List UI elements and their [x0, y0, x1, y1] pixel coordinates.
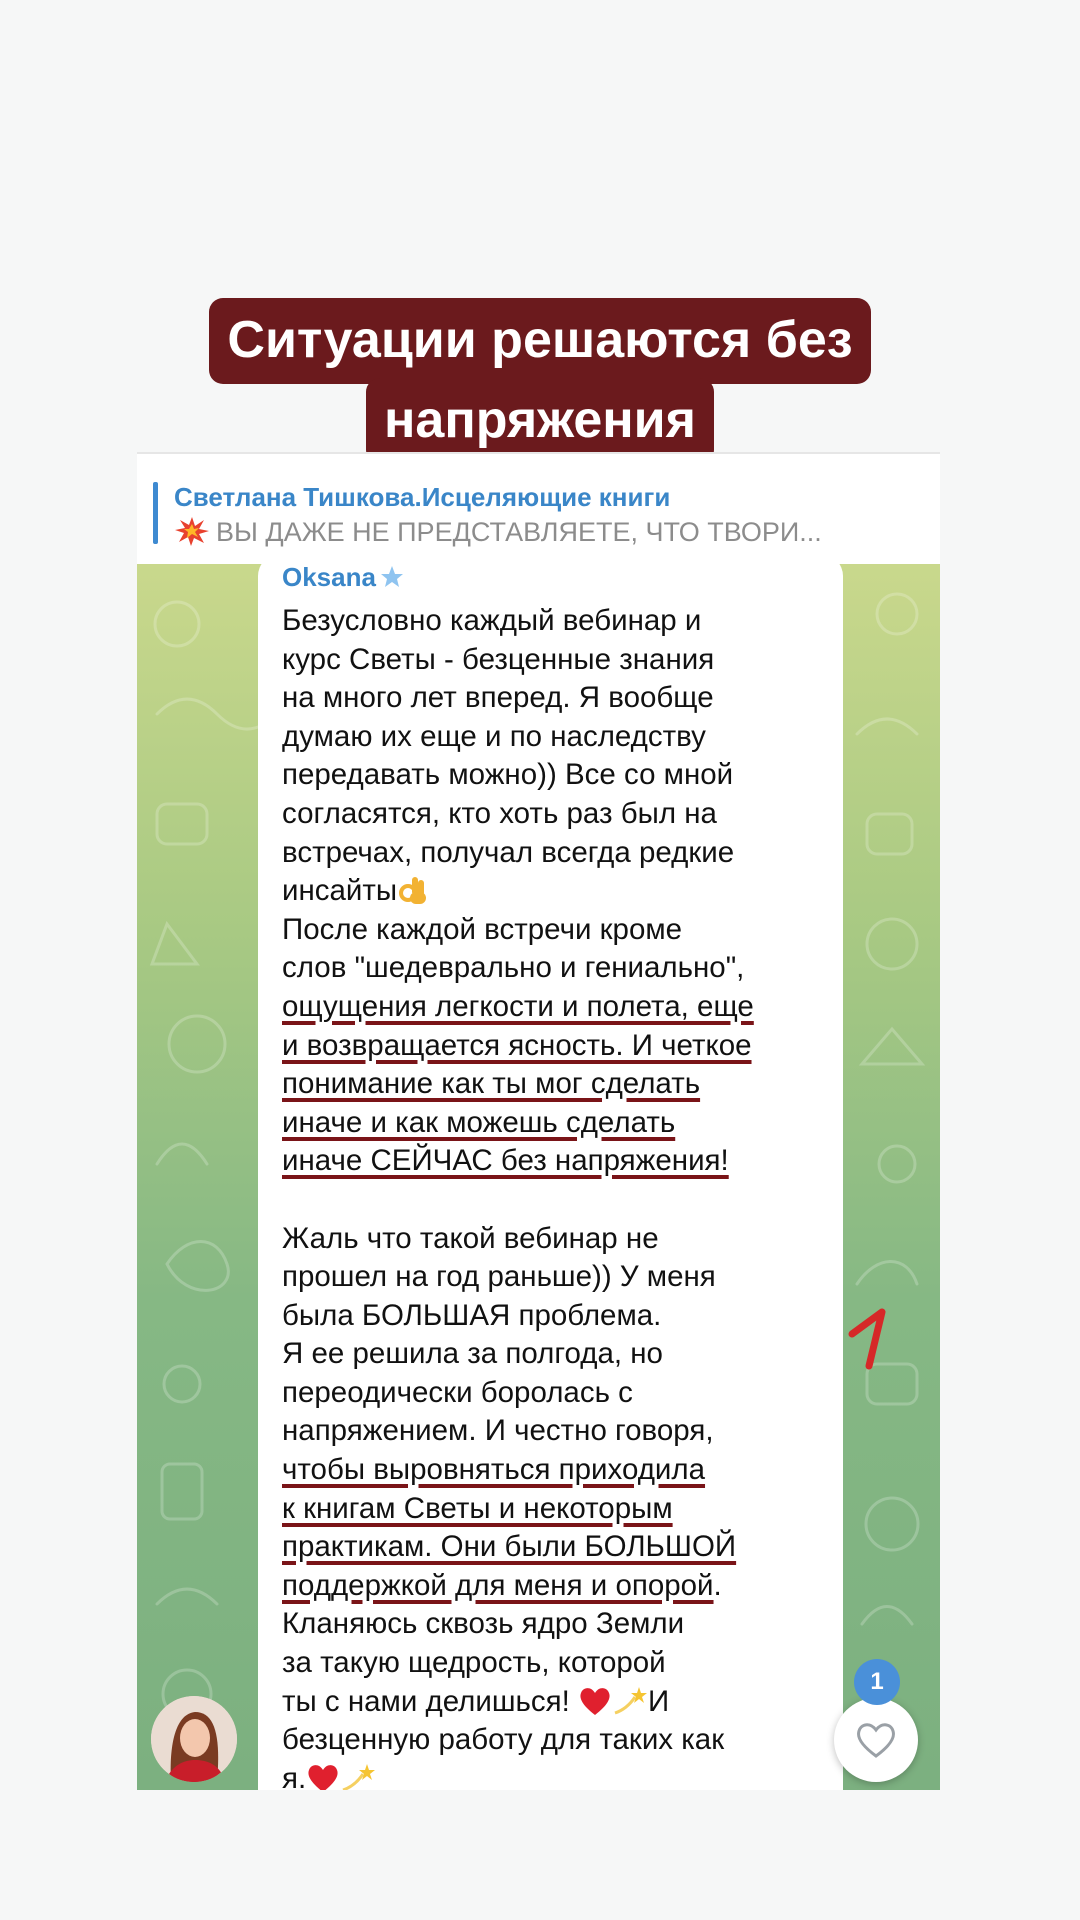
handwritten-number-mark — [847, 1304, 897, 1374]
message-line: Жаль что такой вебинар не — [282, 1221, 659, 1255]
like-button[interactable] — [834, 1698, 918, 1782]
underlined-text: к книгам Светы и некоторым — [282, 1491, 673, 1525]
star-icon — [380, 565, 404, 589]
message-line-underlined — [282, 1027, 852, 1066]
message-text — [282, 602, 852, 1790]
red-heart-icon — [578, 1685, 612, 1717]
message-line-underlined — [282, 1104, 852, 1143]
like-count-badge: 1 — [854, 1659, 900, 1705]
message-line-text: ты с нами делишься! — [282, 1684, 570, 1718]
sender-avatar[interactable] — [151, 1696, 237, 1782]
pinned-preview-row — [174, 516, 822, 548]
message-line-underlined — [282, 1490, 852, 1529]
message-line: переодически боролась с — [282, 1375, 633, 1409]
underlined-text: поддержкой для меня и опорой — [282, 1568, 714, 1602]
message-line: Кланяюсь сквозь ядро Земли — [282, 1607, 685, 1641]
pinned-preview-text: ВЫ ДАЖЕ НЕ ПРЕДСТАВЛЯЕТЕ, ЧТО ТВОРИ... — [216, 517, 822, 547]
underlined-text: и возвращается ясность. И четкое — [282, 1028, 752, 1062]
sender-name[interactable]: Oksana — [282, 562, 376, 592]
message-line-underlined — [282, 1142, 852, 1181]
message-line: передавать можно)) Все со мной — [282, 758, 734, 792]
dizzy-star-icon — [612, 1685, 648, 1717]
message-line-underlined — [282, 1567, 852, 1606]
message-line-underlined — [282, 1528, 852, 1567]
underlined-text: иначе и как можешь сделать — [282, 1105, 676, 1139]
underlined-text: чтобы выровняться приходила — [282, 1453, 706, 1487]
collision-icon — [174, 516, 210, 546]
story-caption-line-1 — [0, 298, 1080, 384]
sender-name-row — [282, 562, 404, 593]
caption-text-1: Ситуации решаются без — [209, 298, 870, 384]
underlined-text: понимание как ты мог сделать — [282, 1067, 701, 1101]
underlined-text: ощущения легкости и полета, еще — [282, 989, 754, 1023]
message-line-underlined — [282, 988, 852, 1027]
message-line: После каждой встречи кроме — [282, 912, 683, 946]
message-blank-line — [282, 1181, 852, 1220]
message-line-underlined — [282, 1451, 852, 1490]
message-line: безценную работу для таких как — [282, 1723, 725, 1757]
message-line-insights — [282, 872, 852, 911]
pinned-accent-bar — [153, 482, 158, 544]
message-line: курс Светы - безценные знания — [282, 642, 715, 676]
ok-hand-icon — [397, 872, 429, 906]
message-line: была БОЛЬШАЯ проблема. — [282, 1298, 662, 1332]
message-line: напряжением. И честно говоря, — [282, 1414, 714, 1448]
telegram-screenshot — [137, 452, 940, 1790]
message-line-text: инсайты — [282, 874, 398, 908]
message-line: Я ее решила за полгода, но — [282, 1337, 663, 1371]
message-line: думаю их еще и по наследству — [282, 719, 706, 753]
message-line-text: я. — [282, 1761, 307, 1790]
message-line: на много лет вперед. Я вообще — [282, 681, 714, 715]
message-line: согласятся, кто хоть раз был на — [282, 796, 717, 830]
message-bubble[interactable] — [258, 554, 843, 1790]
period-text: . — [713, 1568, 722, 1602]
message-line: слов "шедеврально и гениально", — [282, 951, 745, 985]
message-line-underlined — [282, 1065, 852, 1104]
pinned-message-bar[interactable] — [137, 452, 940, 566]
dizzy-star-icon — [340, 1762, 376, 1790]
caption-text-2: напряжения — [366, 378, 714, 464]
heart-outline-icon — [855, 1720, 897, 1760]
message-line: Безусловно каждый вебинар и — [282, 604, 702, 637]
message-line: встречах, получал всегда редкие — [282, 835, 735, 869]
message-line: за такую щедрость, которой — [282, 1646, 666, 1680]
message-line-last — [282, 1760, 852, 1790]
message-line-text: И — [648, 1684, 670, 1718]
message-line: прошел на год раньше)) У меня — [282, 1260, 716, 1294]
red-heart-icon — [306, 1762, 340, 1790]
underlined-text: практикам. Они были БОЛЬШОЙ — [282, 1530, 737, 1564]
message-line-sharing — [282, 1683, 852, 1722]
underlined-text: иначе СЕЙЧАС без напряжения! — [282, 1144, 729, 1178]
pinned-channel-title: Светлана Тишкова.Исцеляющие книги — [174, 482, 671, 512]
avatar-portrait-icon — [151, 1696, 237, 1782]
